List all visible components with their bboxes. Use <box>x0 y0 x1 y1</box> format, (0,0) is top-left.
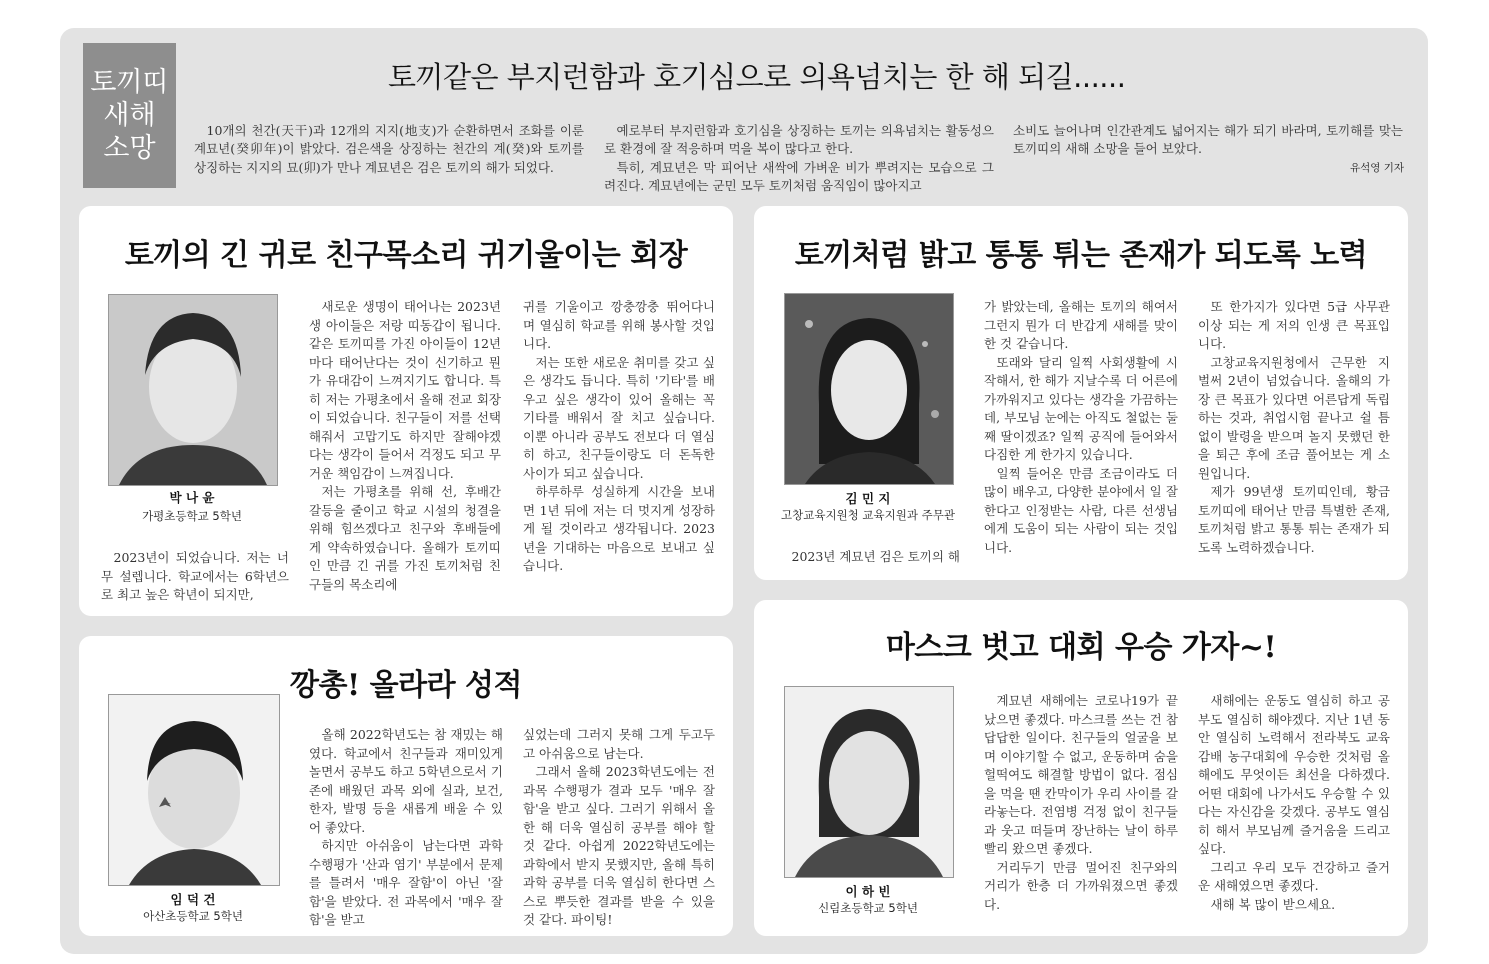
article-column <box>1198 692 1390 914</box>
badge-line: 소망 <box>103 133 156 164</box>
person-name: 임 덕 건 <box>170 892 216 907</box>
person-affiliation: 가평초등학교 5학년 <box>142 509 242 523</box>
portrait-photo <box>108 294 278 486</box>
person-affiliation: 신림초등학교 5학년 <box>818 901 918 915</box>
article-paragraph: 또래와 달리 일찍 사회생활에 시작해서, 한 해가 지날수록 더 어른에 가까워지고 있다는 생각을 가끔하는데, 부모님 눈에는 아직도 철없는 둘째 딸이겠죠? 일찍 공직에 들어와서 다짐한 게 한가지 있습니다. <box>984 354 1178 462</box>
article-card <box>79 206 733 616</box>
section-badge <box>83 43 176 188</box>
article-column <box>309 726 503 930</box>
intro-column <box>194 122 584 177</box>
article-paragraph: 일찍 들어온 만큼 조금이라도 더 많이 배우고, 다양한 분야에서 일 잘한다고 인정받는 사람, 다른 선생님에게 도움이 되는 사람이 되는 것입니다. <box>984 465 1178 555</box>
article-title: 깡총! 올라라 성적 <box>290 668 522 703</box>
portrait-photo <box>108 694 280 886</box>
person-name: 이 하 빈 <box>845 884 891 899</box>
article-column <box>523 726 715 930</box>
intro-column <box>1013 122 1403 159</box>
intro-column <box>604 122 994 196</box>
intro-paragraph: 특히, 계묘년은 막 피어난 새싹에 가벼운 비가 뿌려지는 모습으로 그려진다. 계묘년에는 군민 모두 토끼처럼 움직임이 많아지고 <box>604 159 994 194</box>
intro-paragraph: 예로부터 부지런함과 호기심을 상징하는 토끼는 의욕넘치는 활동성으로 환경에 잘 적응하며 먹을 복이 많다고 한다. <box>604 123 994 157</box>
article-paragraph: 그리고 우리 모두 건강하고 즐거운 새해였으면 좋겠다. <box>1198 859 1390 893</box>
article-paragraph: 하지만 아쉬움이 남는다면 과학 수행평가 '산과 염기' 부분에서 문제를 틀려서 '매우 잘함'이 아닌 '잘함'을 받았다. 전 과목에서 '매우 잘함'을 받고 <box>309 838 503 927</box>
badge-line: 새해 <box>103 100 156 131</box>
person-affiliation: 고창교육지원청 교육지원과 주무관 <box>781 508 955 522</box>
article-paragraph: 귀를 기울이고 깡충깡충 뛰어다니며 열심히 학교를 위해 봉사할 것입니다. <box>523 299 715 351</box>
article-paragraph: 거리두기 만큼 멀어진 친구와의 거리가 한층 더 가까워졌으면 좋겠다. <box>984 859 1178 912</box>
intro-paragraph: 10개의 천간(天干)과 12개의 지지(地支)가 순환하면서 조화를 이룬 계묘년(癸卯年)이 밝았다. 검은색을 상징하는 천간의 계(癸)와 토끼를 상징하는 지지의 묘(卯)가 만나 계묘년은 검은 토끼의 해가 되었다. <box>194 123 584 175</box>
intro-paragraph: 소비도 늘어나며 인간관계도 넓어지는 해가 되기 바라며, 토끼해를 맞는 토끼띠의 새해 소망을 들어 보았다. <box>1013 123 1403 157</box>
badge-line: 토끼띠 <box>90 67 169 98</box>
article-column <box>1198 298 1390 557</box>
article-paragraph: 싶었는데 그러지 못해 그게 두고두고 아쉬움으로 남는다. <box>523 727 715 761</box>
article-paragraph: 그래서 올해 2023학년도에는 전 과목 수행평가 결과 모두 '매우 잘함'을 받고 싶다. 그러기 위해서 올 한 해 더욱 열심히 공부를 해야 할 것 같다. 아쉽게 2022학년도에는 과학에서 받지 못했지만, 올해 특히 과학 공부를 더욱 열심히 한다면 스스로 뿌듯한 결과를 받을 수 있을 것 같다. 파이팅! <box>523 764 715 927</box>
article-paragraph: 계묘년 새해에는 코로나19가 끝났으면 좋겠다. 마스크를 쓰는 건 참 답답한 일이다. 친구들의 얼굴을 보며 이야기할 수 없고, 운동하며 숨을 헐떡여도 해결할 방법이 없다. 점심을 먹을 땐 칸막이가 우리 사이를 갈라놓는다. 전염병 걱정 없이 친구들과 웃고 떠들며 장난하는 날이 하루빨리 왔으면 좋겠다. <box>984 693 1178 856</box>
article-column <box>101 549 289 605</box>
article-card <box>79 636 733 936</box>
article-title: 토끼처럼 밝고 통통 튀는 존재가 되도록 노력 <box>794 238 1368 273</box>
article-paragraph: 새해 복 많이 받으세요. <box>1210 896 1336 912</box>
article-column <box>984 692 1178 914</box>
person-affiliation: 아산초등학교 5학년 <box>143 909 243 923</box>
article-paragraph: 하루하루 성실하게 시간을 보내면 1년 뒤에 저는 더 멋지게 성장하게 될 것이라고 생각됩니다. 2023년을 기대하는 마음으로 보내고 싶습니다. <box>523 484 715 573</box>
article-column <box>309 298 501 594</box>
main-headline: 토끼같은 부지런함과 호기심으로 의욕넘치는 한 해 되길...... <box>388 60 1126 94</box>
person-portrait-icon <box>785 687 953 877</box>
person-name: 박 나 윤 <box>169 490 215 505</box>
person-portrait-icon <box>109 695 279 885</box>
article-paragraph: 2023년 계묘년 검은 토끼의 해 <box>791 549 960 564</box>
article-column <box>984 298 1178 557</box>
article-paragraph: 고창교육지원청에서 근무한 지 벌써 2년이 넘었습니다. 올해의 가장 큰 목표가 있다면 어른답게 독립하는 것과, 취업시험 끝나고 쉴 틈 없이 발령을 받으며 놀지 못했던 한을 퇴근 후에 조금 풀어보는 게 소원입니다. <box>1198 354 1390 481</box>
article-paragraph: 또 한가지가 있다면 5급 사무관 이상 되는 게 저의 인생 큰 목표입니다. <box>1198 299 1390 351</box>
article-card <box>754 206 1408 580</box>
person-portrait-icon <box>785 294 953 484</box>
person-name: 김 민 지 <box>845 491 891 506</box>
reporter-byline: 유석영 기자 <box>1350 162 1405 174</box>
article-paragraph: 새해에는 운동도 열심히 하고 공부도 열심히 해야겠다. 지난 1년 동안 열심히 노력해서 전라북도 교육감배 농구대회에 우승한 것처럼 올해에도 무엇이든 최선을 다하겠다. 어떤 대회에 나가서도 우승할 수 있다는 자신감을 갖겠다. 공부도 열심히 해서 부모님께 즐거움을 드리고 싶다. <box>1198 693 1390 856</box>
article-paragraph: 제가 99년생 토끼띠인데, 황금 토끼띠에 태어난 만큼 특별한 존재, 토끼처럼 밝고 통통 튀는 존재가 되도록 노력하겠습니다. <box>1198 484 1390 555</box>
portrait-photo <box>784 293 954 485</box>
portrait-photo <box>784 686 954 878</box>
article-paragraph: 가 밝았는데, 올해는 토끼의 해여서 그런지 뭔가 더 반갑게 새해를 맞이한 것 같습니다. <box>984 299 1178 351</box>
article-card <box>754 600 1408 936</box>
person-portrait-icon <box>109 295 277 485</box>
article-paragraph: 2023년이 되었습니다. 저는 너무 설렙니다. 학교에서는 6학년으로 최고 높은 학년이 되지만, <box>101 550 289 602</box>
article-paragraph: 저는 가평초를 위해 선, 후배간 갈등을 줄이고 학교 시설의 청결을 위해 힘쓰겠다고 친구와 후배들에게 약속하였습니다. 올해가 토끼띠인 만큼 긴 귀를 가진 토끼처럼 친구들의 목소리에 <box>309 484 501 592</box>
article-title: 토끼의 긴 귀로 친구목소리 귀기울이는 회장 <box>124 238 688 273</box>
article-column <box>779 548 967 567</box>
article-column <box>523 298 715 576</box>
article-paragraph: 새로운 생명이 태어나는 2023년생 아이들은 저랑 띠동갑이 됩니다. 같은 토끼띠를 가진 아이들이 12년마다 태어난다는 것이 신기하고 뭔가 유대감이 느껴지기도 합니다. 특히 저는 가평초에서 올해 전교 회장이 되었습니다. 친구들이 저를 선택해줘서 고맙기도 하지만 잘해야겠다는 생각이 들어서 걱정도 되고 무거운 책임감이 느껴집니다. <box>309 299 501 481</box>
article-title: 마스크 벗고 대회 우승 가자~! <box>885 630 1277 665</box>
article-paragraph: 올해 2022학년도는 참 재밌는 해였다. 학교에서 친구들과 재미있게 놀면서 공부도 하고 5학년으로서 기존에 배웠던 과목 외에 실과, 보건, 한자, 발명 등을 새롭게 배울 수 있어 좋았다. <box>309 727 503 835</box>
article-paragraph: 저는 또한 새로운 취미를 갖고 싶은 생각도 듭니다. 특히 '기타'를 배우고 싶은 생각이 있어 올해는 꼭 기타를 배워서 잘 치고 싶습니다. 이뿐 아니라 공부도 전보다 더 열심히 하고, 친구들이랑도 더 돈독한 사이가 되고 싶습니다. <box>523 354 715 481</box>
